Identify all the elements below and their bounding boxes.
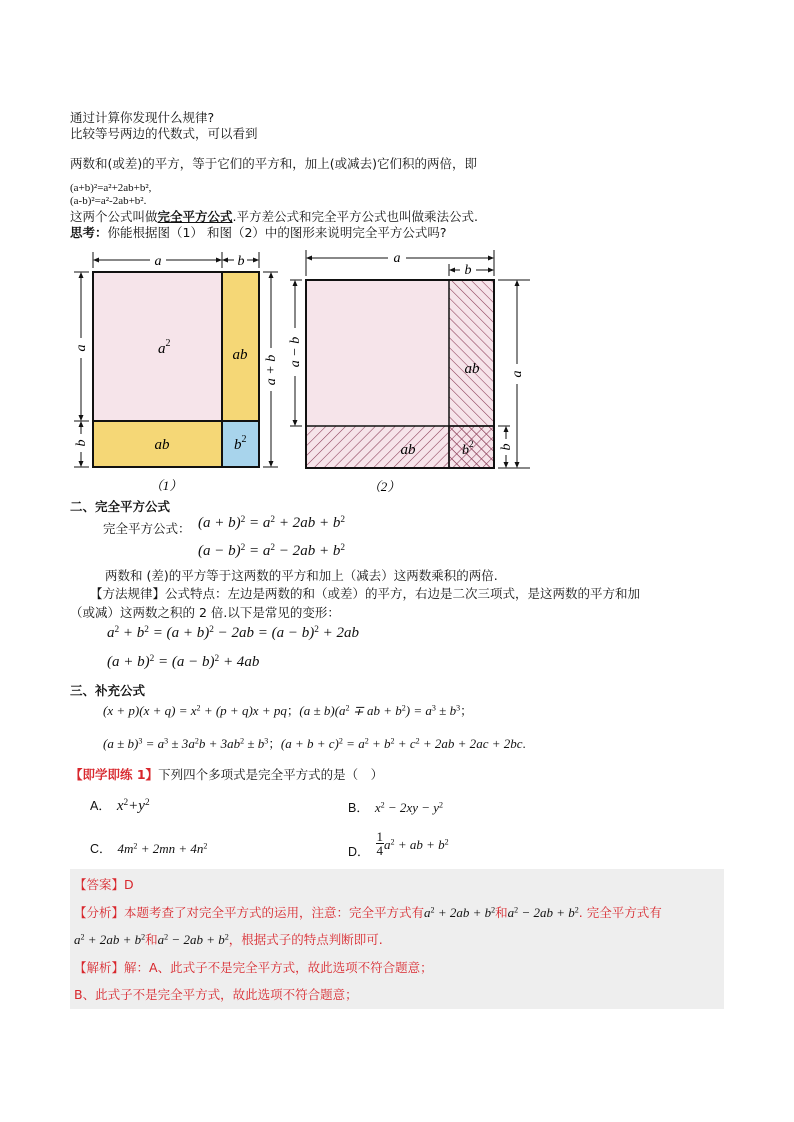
fig2-caption: （2） — [367, 479, 401, 494]
option-d-letter: D． — [348, 845, 370, 859]
think-line — [70, 223, 447, 241]
answer-line: 【答案】D — [74, 877, 134, 892]
analysis-text-3: ，根据式子的特点判断即可. — [228, 932, 383, 947]
option-b-expr: $x^2 - 2xy - y^2$ — [374, 800, 444, 815]
practice-question — [70, 765, 383, 783]
figure-1 — [66, 246, 280, 498]
analysis-text-1: 本题考查了对完全平方式的运用，注意：完全平方式有 — [124, 905, 425, 920]
fig1-text-ab-right: ab — [232, 347, 248, 363]
analysis-tag: 【分析】 — [74, 905, 125, 920]
option-d-expr: $a^2$ + ab + $b^2$ — [384, 837, 449, 852]
option-a-letter: A． — [90, 799, 111, 813]
option-d[interactable] — [348, 830, 449, 857]
supplementary-formula-row-2: $(a \pm b)^3 = a^3 \pm 3a^2b + 3ab^2 \pm b^3$；$(a + b + c)^2 = a^2 + b^2 + c^2 + 2ab + 2ac + 2bc$. — [103, 736, 526, 751]
analysis-expr-2: $a^2 - 2ab + b^2$ — [507, 905, 579, 920]
fig2-label-a-right: a — [510, 370, 525, 378]
formula-sum-square: $(a + b)^2 = a^2 + 2ab + b^2$ — [198, 514, 345, 531]
supplementary-formula-row-1: $(x + p)(x + q) = x^2 + (p + q)x$ + pq；$(a \pm b)(a^2$ ∓ ab + $b^2) = a^3 \pm b^3$； — [103, 703, 473, 718]
think-text: 你能根据图（1） 和图（2）中的图形来说明完全平方公式吗? — [107, 225, 447, 240]
fig2-label-amb-left: a − b — [288, 336, 303, 368]
think-label: 思考： — [70, 225, 108, 240]
solution-line-1 — [74, 958, 433, 976]
intro-eq-2: (a-b)²=a²-2ab+b². — [70, 195, 147, 207]
method-line-1: 【方法规律】公式特点：左边是两数的和（或差）的平方，右边是二次三项式，是这两数的平方和加 — [90, 586, 641, 601]
solution-line-2: B、此式子不是完全平方式，故此选项不符合题意； — [74, 987, 358, 1002]
formula-diff-square: $(a - b)^2 = a^2 - 2ab + b^2$ — [198, 542, 345, 559]
variant-formula-1: $a^2 + b^2 = (a + b)^2 - 2ab = (a - b)^2 + 2ab$ — [107, 624, 359, 641]
fig1-b2-base: b — [234, 437, 242, 453]
analysis-text-2: . 完全平方式有 — [578, 905, 662, 920]
method-line-2: （或减）这两数之积的 2 倍.以下是常见的变形： — [70, 605, 340, 620]
fig2-b2-exp: 2 — [469, 439, 474, 449]
fig1-label-b-top: b — [237, 254, 245, 269]
section-2-description: 两数和 (差)的平方等于这两数的平方和加上（减去）这两数乘积的两倍. — [105, 568, 498, 583]
fig1-label-a-left: a — [74, 344, 89, 352]
option-a[interactable] — [90, 795, 150, 815]
intro-line-4-post: .平方差公式和完全平方公式也叫做乘法公式. — [232, 209, 478, 224]
sep-1: ； — [286, 703, 300, 718]
fig1-label-a-top: a — [154, 254, 162, 269]
sep-dot: . — [522, 736, 526, 751]
option-c-expr: $4m^2 + 2mn + 4n^2$ — [117, 841, 208, 856]
analysis-and-1: 和 — [495, 905, 508, 920]
sep-2: ； — [268, 736, 281, 751]
sep-end: ； — [460, 703, 473, 718]
analysis-expr-1: $a^2 + 2ab + b^2$ — [424, 905, 496, 920]
analysis-and-2: 和 — [145, 932, 158, 947]
variant-formula-2: $(a + b)^2 = (a - b)^2 + 4ab$ — [107, 653, 260, 670]
option-c-letter: C． — [90, 842, 112, 856]
option-b-letter: B． — [348, 801, 369, 815]
fig2-b2-base: b — [462, 443, 469, 458]
intro-line-1: 通过计算你发现什么规律? — [70, 110, 215, 125]
fig1-a2-exp: 2 — [165, 338, 171, 349]
fig1-b2-exp: 2 — [241, 434, 247, 445]
option-b[interactable] — [348, 797, 443, 816]
option-c[interactable] — [90, 838, 207, 857]
fig1-caption: （1） — [149, 478, 183, 493]
fig2-text-ab-bottom: ab — [400, 442, 416, 458]
fig1-label-ab-right: a + b — [264, 354, 279, 386]
practice-tag: 【即学即练 1】 — [70, 767, 159, 782]
analysis-expr-4: $a^2 - 2ab + b^2$ — [157, 932, 229, 947]
analysis-line-2 — [74, 930, 383, 948]
fig1-a2-base: a — [158, 341, 166, 357]
section-3-heading: 三、补充公式 — [70, 683, 146, 698]
fig2-text-ab-right: ab — [464, 361, 480, 377]
fig2-label-b-right: b — [499, 443, 514, 451]
solution-text-1: 解：A、此式子不是完全平方式，故此选项不符合题意； — [124, 960, 433, 975]
intro-eq-1: (a+b)²=a²+2ab+b², — [70, 182, 152, 194]
analysis-expr-3: $a^2 + 2ab + b^2$ — [74, 932, 146, 947]
solution-tag: 【解析】 — [74, 960, 125, 975]
fig1-text-ab-bottom: ab — [154, 437, 170, 453]
option-a-expr: $x^2+y^2$ — [116, 797, 150, 814]
intro-line-2: 比较等号两边的代数式，可以看到 — [70, 126, 258, 141]
intro-line-4-pre: 这两个公式叫做 — [70, 209, 158, 224]
figure-2 — [288, 246, 532, 498]
fig1-label-b-left: b — [74, 439, 89, 447]
option-d-fraction: $\frac{1}{4}$ — [376, 829, 384, 858]
formula-label: 完全平方公式： — [103, 521, 191, 536]
section-2-heading: 二、完全平方公式 — [70, 499, 171, 514]
fig2-label-b-top: b — [464, 263, 472, 278]
practice-question-text: 下列四个多项式是完全平方式的是（ ） — [158, 767, 384, 782]
fig2-label-a-top: a — [393, 251, 401, 266]
intro-line-3: 两数和(或差)的平方，等于它们的平方和，加上(或减去)它们积的两倍，即 — [70, 156, 478, 171]
complete-square-term: 完全平方公式 — [157, 209, 233, 224]
analysis-line-1 — [74, 903, 662, 921]
